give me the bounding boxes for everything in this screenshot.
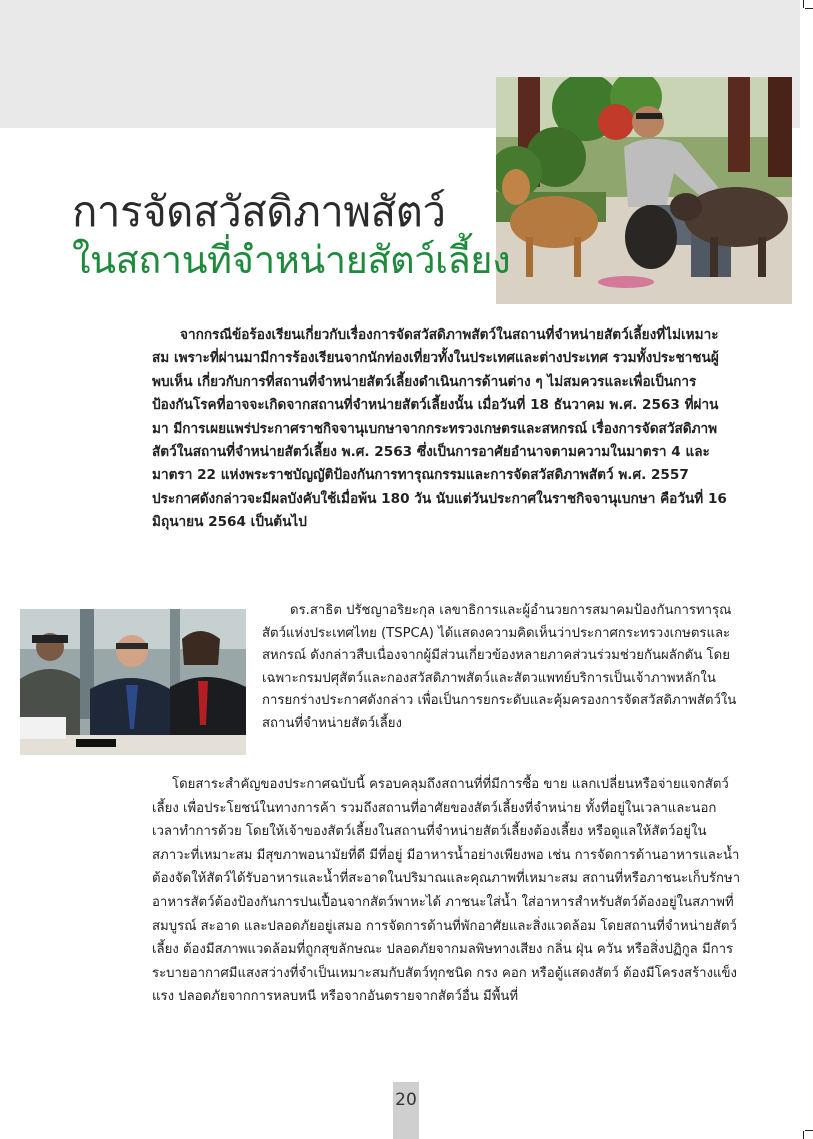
regulation-paragraph [152, 773, 742, 1009]
crop-mark [805, 8, 813, 9]
man-feeding-dogs-photo [496, 77, 792, 304]
crop-mark [803, 0, 804, 8]
tspca-text: ดร.สาธิต ปรัชญาอริยะกุล เลขาธิการและผู้อำนวยการสมาคมป้องกันการทารุณสัตว์แห่งประเทศไทย (TSPCA) ได้แสดงความคิดเห็นว่าประกาศกระทรวงเกษตรและสหกรณ์ ดังกล่าวสืบเนื่องจากผู้มีส่วนเกี่ยวข้องหลายภาคส่วนร่วมช่วยกันผลักดัน โดยเฉพาะกรมปศุสัตว์และกองสวัสดิภาพสัตว์และสัตวแพทย์บริการเป็นเจ้าภาพหลักในการยกร่างประกาศดังกล่าว เพื่อเป็นการยกระดับและคุ้มครองการจัดสวัสดิภาพสัตว์ในสถานที่จำหน่ายสัตว์เลี้ยง [262, 603, 737, 731]
page-subtitle: ในสถานที่จำหน่ายสัตว์เลี้ยง [72, 238, 511, 282]
tspca-paragraph [262, 600, 738, 736]
three-men-photo [20, 609, 246, 755]
page-number: 20 [395, 1090, 417, 1110]
regulation-text: โดยสาระสำคัญของประกาศฉบับนี้ ครอบคลุมถึงสถานที่ที่มีการซื้อ ขาย แลกเปลี่ยนหรือจ่ายแจกสัตว์เลี้ยง เพื่อประโยชน์ในทางการค้า รวมถึงสถานที่อาศัยของสัตว์เลี้ยงที่จำหน่าย ทั้งที่อยู่ในเวลาและนอกเวลาทำการด้วย โดยให้เจ้าของสัตว์เลี้ยงในสถานที่จำหน่ายสัตว์เลี้ยงต้องเลี้ยง หรือดูแลให้สัตว์อยู่ในสภาวะที่เหมาะสม มีสุขภาพอนามัยที่ดี มีที่อยู่ มีอาหารน้ำอย่างเพียงพอ เช่น การจัดการด้านอาหารและน้ำ ต้องจัดให้สัตว์ได้รับอาหารและน้ำที่สะอาดในปริมาณและคุณภาพที่เหมาะสม สถานที่หรือภาชนะเก็บรักษาอาหารสัตว์ต้องป้องกันการปนเปื้อนจากสัตว์พาหะได้ ภาชนะใส่น้ำ ใส่อาหารสำหรับสัตว์ต้องอยู่ในสภาพที่สมบูรณ์ สะอาด และปลอดภัยอยู่เสมอ การจัดการด้านที่พักอาศัยและสิ่งแวดล้อม โดยสถานที่จำหน่ายสัตว์เลี้ยง ต้องมีสภาพแวดล้อมที่ถูกสุขลักษณะ ปลอดภัยจากมลพิษทางเสียง กลิ่น ฝุ่น ควัน หรือสิ่งปฏิกูล มีการระบายอากาศมีแสงสว่างที่จำเป็นเหมาะสมกับสัตว์ทุกชนิด กรง คอก หรือตู้แสดงสัตว์ ต้องมีโครงสร้างแข็งแรง ปลอดภัยจากการหลบหนี หรือจากอันตรายจากสัตว์อื่น มีพื้นที่ [152, 777, 741, 1005]
intro-paragraph [152, 324, 734, 535]
crop-mark [805, 1130, 813, 1131]
page-title: การจัดสวัสดิภาพสัตว์ [72, 187, 446, 236]
page-number-tab [393, 1082, 419, 1139]
intro-text: จากกรณีข้อร้องเรียนเกี่ยวกับเรื่องการจัดสวัสดิภาพสัตว์ในสถานที่จำหน่ายสัตว์เลี้ยงที่ไม่เหมาะสม เพราะที่ผ่านมามีการร้องเรียนจากนักท่องเที่ยวทั้งในประเทศและต่างประเทศ รวมทั้งประชาชนผู้พบเห็น เกี่ยวกับการที่สถานที่จำหน่ายสัตว์เลี้ยงดำเนินการด้านต่าง ๆ ไม่สมควรและเพื่อเป็นการป้องกันโรคที่อาจจะเกิดจากสถานที่จำหน่ายสัตว์เลี้ยงนั้น เมื่อวันที่ 18 ธันวาคม พ.ศ. 2563 ที่ผ่านมา มีการเผยแพร่ประกาศราชกิจจานุเบกษาจากกระทรวงเกษตรและสหกรณ์ เรื่องการจัดสวัสดิภาพสัตว์ในสถานที่จำหน่ายสัตว์เลี้ยง พ.ศ. 2563 ซึ่งเป็นการอาศัยอำนาจตามความในมาตรา 4 และมาตรา 22 แห่งพระราชบัญญัติป้องกันการทารุณกรรมและการจัดสวัสดิภาพสัตว์ พ.ศ. 2557 ประกาศดังกล่าวจะมีผลบังคับใช้เมื่อพ้น 180 วัน นับแต่วันประกาศในราชกิจจานุเบกษา คือวันที่ 16 มิถุนายน 2564 เป็นต้นไป [152, 327, 727, 531]
crop-mark [803, 1131, 804, 1139]
